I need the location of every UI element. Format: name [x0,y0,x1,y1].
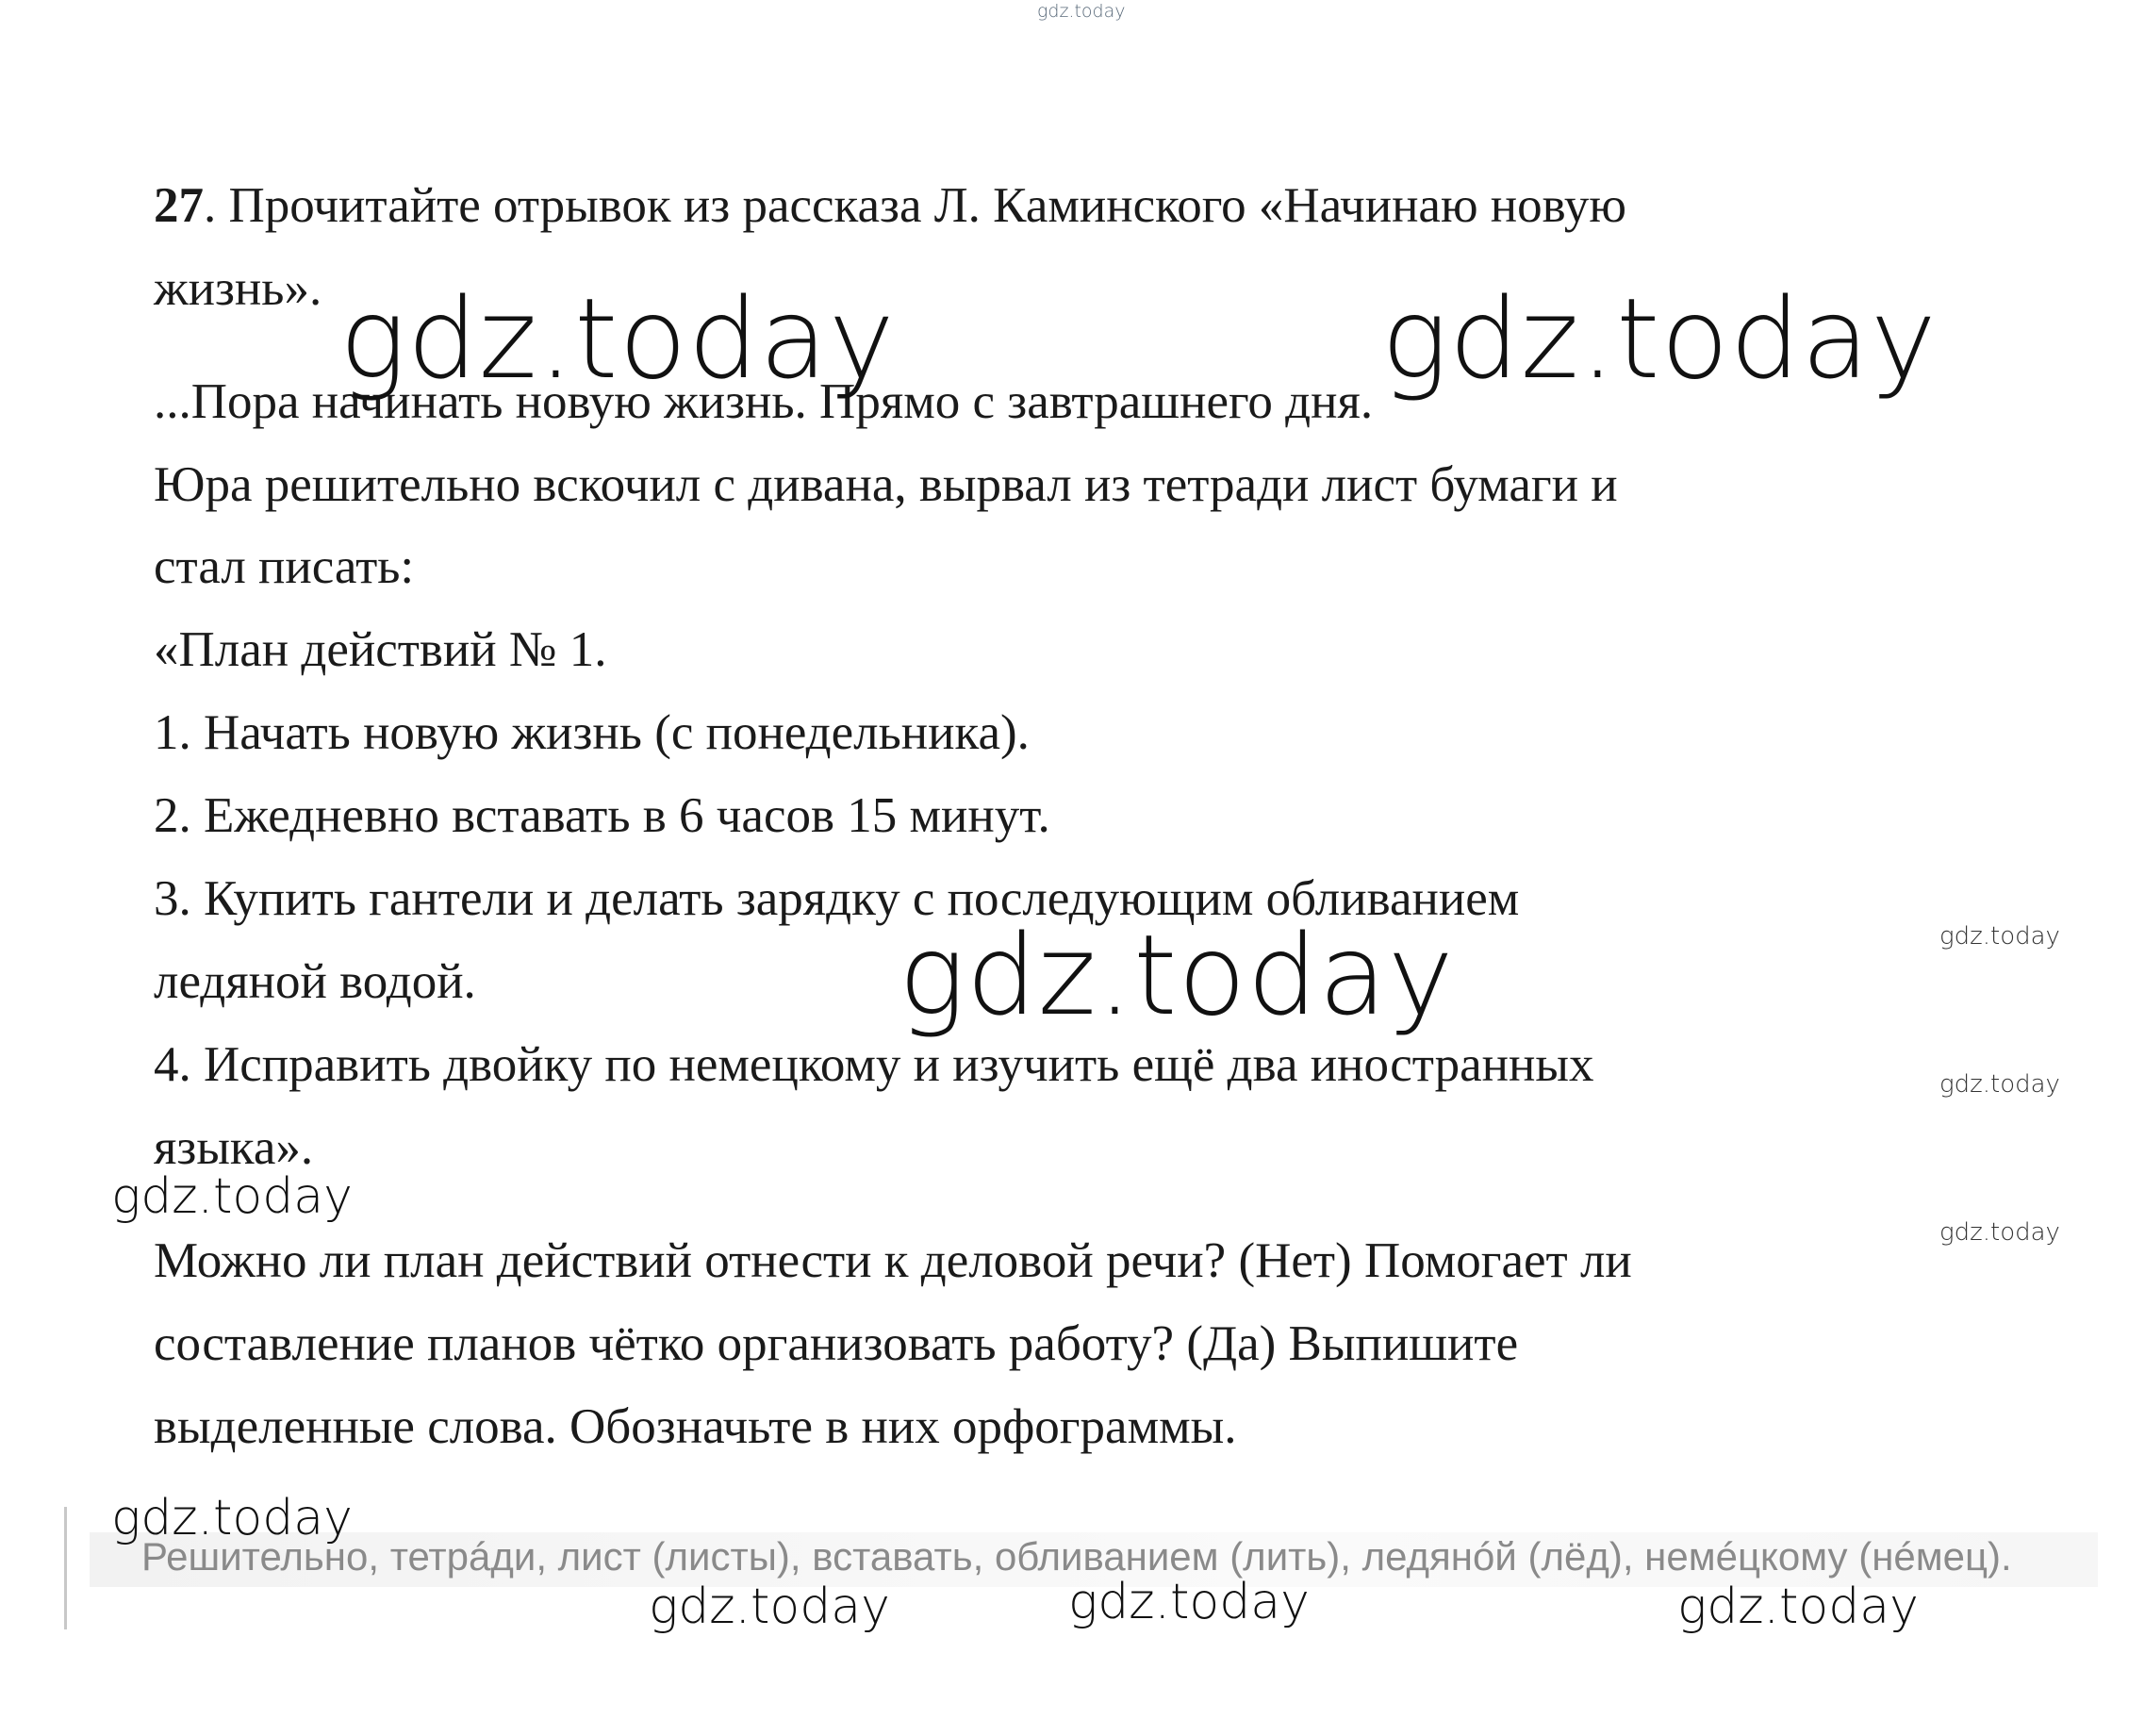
excerpt-line: «План действий № 1. [154,622,607,677]
watermark: gdz.today [1939,1070,2060,1099]
question-line: составление планов чётко организовать работу? (Да) Выпишите [154,1316,1519,1371]
excerpt-line: ...Пора начинать новую жизнь. Прямо с завтрашнего дня. [154,374,1374,429]
answer-divider [64,1507,67,1629]
header-watermark: gdz.today [1037,1,1126,22]
answer-text: Решительно, тетрáди, лист (листы), вставать, обливанием (лить), ледянóй (лёд), немéцкому (нéмец). [141,1534,2012,1579]
excerpt-line: 4. Исправить двойку по немецкому и изучить ещё два иностранных [154,1037,1594,1092]
watermark: gdz.today [339,273,896,404]
excerpt-line: 1. Начать новую жизнь (с понедельника). [154,705,1030,760]
excerpt-line: Юра решительно вскочил с дивана, вырвал из тетради лист бумаги и [154,457,1618,512]
question-line: выделенные слова. Обозначьте в них орфограммы. [154,1399,1237,1454]
task-intro-line1: . Прочитайте отрывок из рассказа Л. Каминского «Начинаю новую [204,178,1626,233]
watermark: gdz.today [649,1579,890,1635]
task-intro-line2: жизнь». [154,261,322,316]
excerpt-line: 2. Ежедневно вставать в 6 часов 15 минут. [154,788,1050,843]
watermark: gdz.today [1677,1579,1919,1635]
watermark: gdz.today [111,1168,353,1225]
excerpt-line: ледяной водой. [154,954,476,1009]
watermark: gdz.today [899,910,1455,1040]
question-line: Можно ли план действий отнести к деловой речи? (Нет) Помогает ли [154,1233,1632,1288]
excerpt-line: 3. Купить гантели и делать зарядку с последующим обливанием [154,871,1520,926]
excerpt-line: стал писать: [154,539,415,594]
watermark: gdz.today [1381,273,1938,404]
task-number: 27 [154,178,204,233]
excerpt-line: языка». [154,1120,314,1175]
watermark: gdz.today [1068,1574,1310,1630]
task-heading [154,178,1626,233]
watermark: gdz.today [111,1490,353,1546]
watermark: gdz.today [1939,922,2060,951]
watermark: gdz.today [1939,1218,2060,1247]
